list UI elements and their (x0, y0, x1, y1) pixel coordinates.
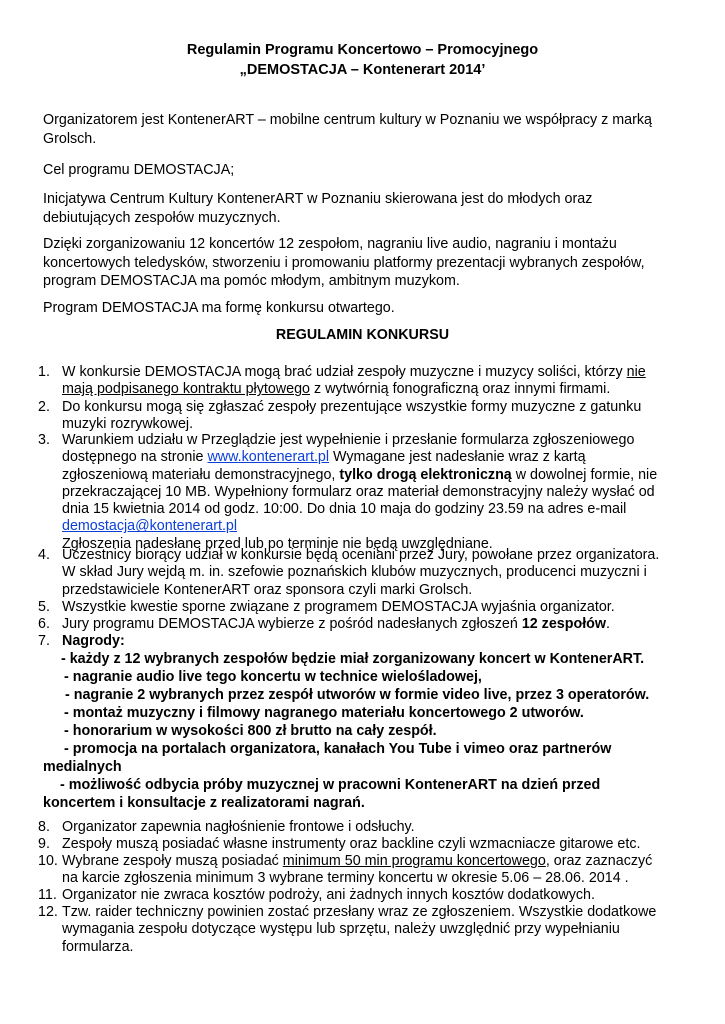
prize-item: - możliwość odbycia próby muzycznej w pracowni KontenerART na dzień przed (60, 777, 601, 793)
organizer-line1: Organizatorem jest KontenerART – mobilne centrum kultury w Poznaniu we współpracy z marką (43, 112, 652, 128)
rule-text: dnia 15 kwietnia 2014 od godz. 10:00. Do dnia 10 maja do godziny 23.59 na adres e-mail (62, 501, 627, 518)
rule-number: 1. (38, 364, 50, 380)
rule-text: W konkursie DEMOSTACJA mogą brać udział zespoły muzyczne i muzycy soliści, którzy (62, 364, 627, 380)
rule-number: 3. (38, 432, 50, 448)
prize-item-continued: koncertem i konsultacje z realizatorami nagrań. (43, 795, 365, 811)
rule-text: Tzw. raider techniczny powinien zostać przesłany wraz ze zgłoszeniem. Wszystkie dodatkowe (62, 904, 657, 920)
initiative-line2: debiutujących zespołów muzycznych. (43, 209, 281, 226)
rule-text: dostępnego na stronie (62, 449, 208, 466)
rule-number: 12. (38, 904, 58, 920)
rule-text: Organizator zapewnia nagłośnienie frontowe i odsłuchy. (62, 819, 415, 835)
rule-text: z wytwórnią fonograficzną oraz innymi firmami. (309, 381, 611, 398)
rule-text: Uczestnicy biorący udział w konkursie będą oceniani przez Jury, powołane przez organizatora. (62, 547, 660, 563)
rule-text: Wybrane zespoły muszą posiadać (62, 853, 283, 869)
rule-text: wymagania zespołu dotyczące występu lub sprzętu, należy uwzględnić przy wypełnianiu (62, 921, 620, 938)
rule-number: 9. (38, 836, 50, 852)
document-title-line1: Regulamin Programu Koncertowo – Promocyjnego (186, 42, 539, 58)
rule-text: przedstawiciele KontenerART oraz sponsora czyli marki Grolsch. (62, 581, 473, 598)
goal-paragraph: Cel programu DEMOSTACJA; (43, 162, 235, 178)
rule-text-bold: 12 zespołów (521, 616, 607, 632)
rule-number: 5. (38, 599, 50, 615)
rule-text: przekraczającej 10 MB. Wypełniony formularz oraz materiał demonstracyjny należy wysłać od (62, 483, 655, 500)
rule-text: Organizator nie zwraca kosztów podroży, ani żadnych innych kosztów dodatkowych. (62, 887, 595, 903)
thanks-line2: koncertowych teledysków, stworzeniu i promowaniu platformy prezentacji wybranych zespołów, (43, 254, 645, 271)
rule-text-underlined: minimum 50 min programu koncertowego (282, 853, 546, 869)
rule-text: Jury programu DEMOSTACJA wybierze z pośród nadesłanych zgłoszeń (62, 616, 522, 632)
thanks-paragraph (43, 235, 683, 291)
rule-text-underlined: mają podpisanego kontraktu płytowego (62, 381, 310, 398)
rule-text: W skład Jury wejdą m. in. szefowie poznańskich klubów muzycznych, producenci muzyczni i (62, 564, 647, 581)
rule-text: Wszystkie kwestie sporne związane z programem DEMOSTACJA wyjaśnia organizator. (62, 599, 615, 615)
rule-number: 10. (38, 853, 58, 869)
prize-item: - honorarium w wysokości 800 zł brutto na cały zespół. (64, 723, 437, 739)
rule-text: zgłoszeniową materiału demonstracyjnego, (62, 466, 340, 483)
rule-text: Do konkursu mogą się zgłaszać zespoły prezentujące wszystkie formy muzyczne z gatunku (62, 399, 642, 415)
prize-item: - promocja na portalach organizatora, kanałach You Tube i vimeo oraz partnerów (64, 741, 612, 757)
document-title-line2: „DEMOSTACJA – Kontenerart 2014’ (239, 62, 486, 78)
rule-text: Wymagane jest nadesłanie wraz z kartą (329, 449, 586, 466)
organizer-paragraph (43, 111, 683, 148)
prize-item: - montaż muzyczny i filmowy nagranego materiału koncertowego 2 utworów. (64, 705, 584, 721)
rule-text: w dowolnej formie, nie (511, 466, 658, 483)
rule-number: 6. (38, 616, 50, 632)
section-heading: REGULAMIN KONKURSU (275, 327, 450, 343)
initiative-paragraph (43, 190, 683, 227)
rule-text: formularza. (62, 938, 134, 955)
rule-text: na karcie zgłoszenia minimum 3 wybrane terminy koncertu w okresie 5.06 – 28.06. 2014 . (62, 870, 629, 887)
prize-item: - nagranie 2 wybranych przez zespół utworów w formie video live, przez 3 operatorów. (65, 687, 650, 703)
rule-number: 4. (38, 547, 50, 563)
rule-text: , oraz zaznaczyć (545, 853, 653, 869)
initiative-line1: Inicjatywa Centrum Kultury KontenerART w Poznaniu skierowana jest do młodych oraz (43, 191, 593, 207)
rule-text: muzyki rozrywkowej. (62, 416, 194, 433)
rule-number: 7. (38, 633, 50, 649)
rule-text: . (606, 616, 611, 632)
website-link[interactable]: www.kontenerart.pl (207, 449, 330, 466)
prize-item-continued: medialnych (43, 759, 122, 775)
thanks-line1: Dzięki zorganizowaniu 12 koncertów 12 zespołom, nagraniu live audio, nagraniu i montażu (43, 236, 617, 252)
organizer-line2: Grolsch. (43, 130, 97, 147)
prizes-label: Nagrody: (62, 633, 125, 649)
prize-item: - nagranie audio live tego koncertu w technice wielośladowej, (64, 669, 482, 685)
rule-number: 2. (38, 399, 50, 415)
rule-text: Warunkiem udziału w Przeglądzie jest wypełnienie i przesłanie formularza zgłoszeniowego (62, 432, 635, 448)
rule-text-underlined: nie (626, 364, 646, 380)
rule-text: Zespoły muszą posiadać własne instrumenty oraz backline czyli wzmacniacze gitarowe etc. (62, 836, 641, 852)
form-paragraph: Program DEMOSTACJA ma formę konkursu otwartego. (43, 300, 395, 316)
rule-text: Zgłoszenia nadesłane przed lub po terminie nie będą uwzględniane. (62, 535, 493, 552)
rule-number: 8. (38, 819, 50, 835)
rule-text-bold: tylko drogą elektroniczną (339, 466, 512, 483)
email-link[interactable]: demostacja@kontenerart.pl (62, 518, 238, 535)
rule-number: 11. (38, 887, 57, 903)
thanks-line3: program DEMOSTACJA ma pomóc młodym, ambitnym muzykom. (43, 273, 460, 289)
prize-item: - każdy z 12 wybranych zespołów będzie miał zorganizowany koncert w KontenerART. (61, 651, 645, 667)
